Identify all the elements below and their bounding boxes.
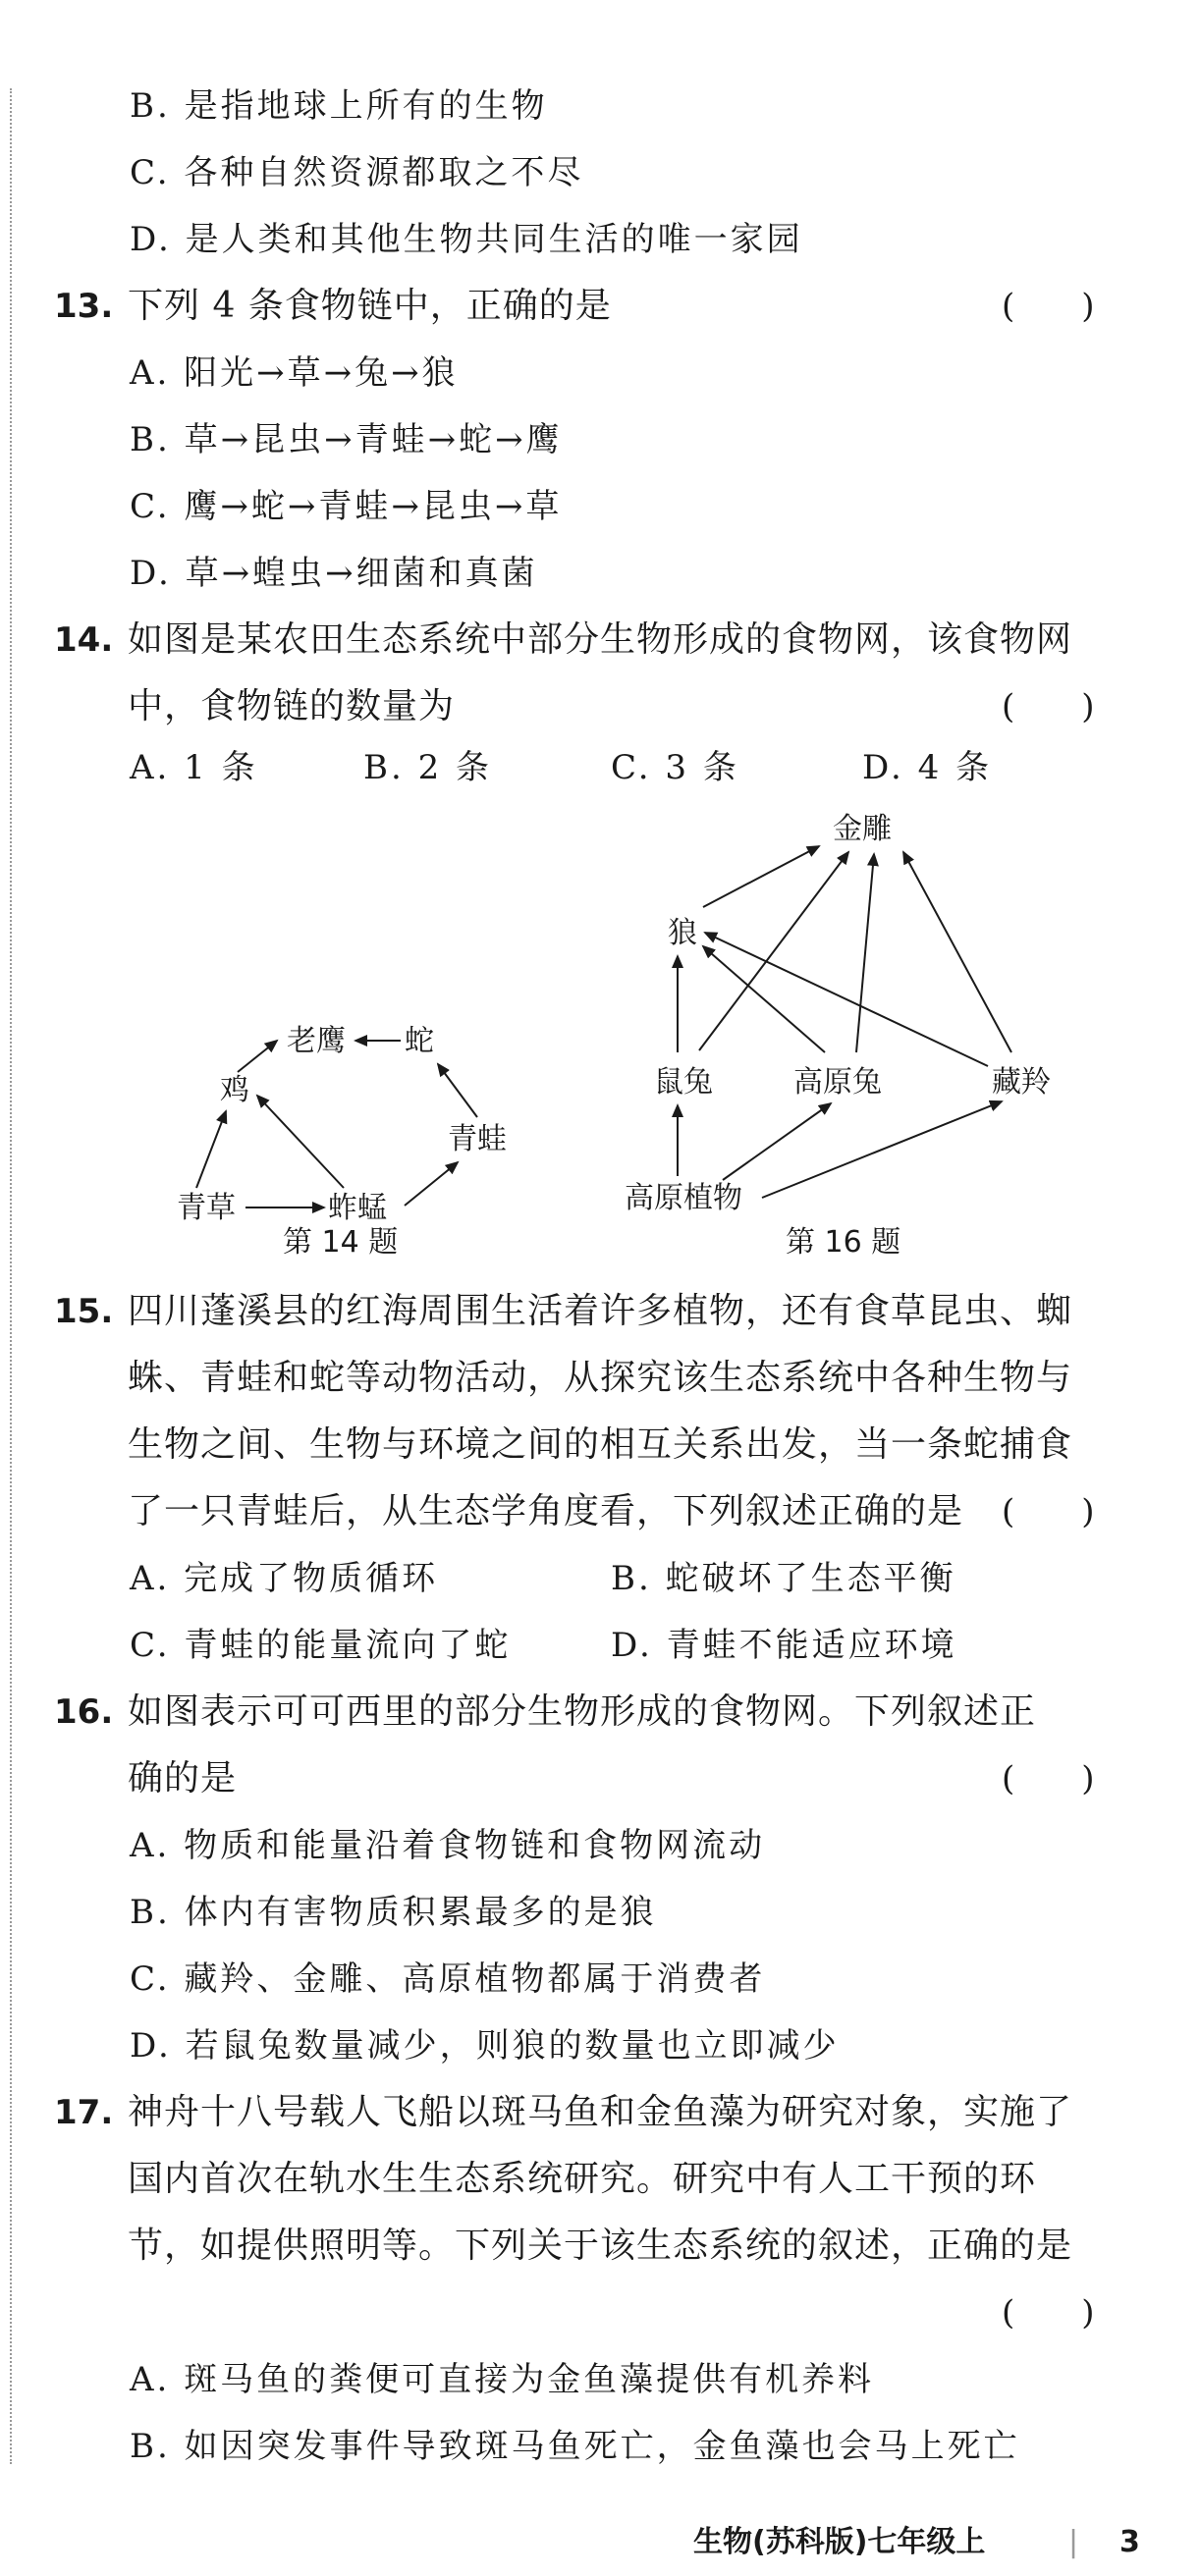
q15-text-line2: 蛛、青蛙和蛇等动物活动，从探究该生态系统中各种生物与 [128, 1358, 1073, 1398]
q15-number: 15. [54, 1292, 114, 1331]
fig16-node-golden-eagle: 金雕 [833, 812, 892, 846]
prev-option-b: B. 是指地球上所有的生物 [130, 86, 548, 126]
fig14-node-grasshopper: 蚱蜢 [328, 1191, 387, 1225]
fig16-arrow-pika-eagle [699, 852, 848, 1050]
fig16-arrow-hare-eagle [856, 854, 874, 1052]
q15-text-line1: 四川蓬溪县的红海周围生活着许多植物，还有食草昆虫、蜘 [128, 1291, 1073, 1331]
fig14-arrow-chicken-eagle [238, 1041, 277, 1072]
fig16-node-antelope: 藏羚 [992, 1065, 1051, 1100]
q14-option-a: A. 1 条 [130, 748, 258, 787]
q14-text-line1: 如图是某农田生态系统中部分生物形成的食物网，该食物网 [128, 619, 1073, 660]
q15-option-a: A. 完成了物质循环 [130, 1559, 439, 1598]
fig16-node-pika: 鼠兔 [654, 1065, 713, 1100]
q13-answer-blank: ( ) [1002, 287, 1095, 326]
q17-text-line2: 国内首次在轨水生生态系统研究。研究中有人工干预的环 [128, 2159, 1037, 2199]
fig16-arrow-plant-hare [723, 1103, 831, 1180]
fig14-node-eagle: 老鹰 [287, 1024, 346, 1058]
q17-option-a: A. 斑马鱼的粪便可直接为金鱼藻提供有机养料 [130, 2360, 875, 2399]
footer-book-title: 生物(苏科版)七年级上 [693, 2525, 986, 2559]
q16-option-b: B. 体内有害物质积累最多的是狼 [130, 1893, 657, 1932]
fig14-caption: 第 14 题 [283, 1225, 399, 1260]
fig16-food-web [625, 812, 1051, 1215]
q16-text-line1: 如图表示可可西里的部分生物形成的食物网。下列叙述正 [128, 1691, 1037, 1732]
q14-answer-blank: ( ) [1002, 687, 1095, 726]
fig14-node-snake: 蛇 [405, 1024, 434, 1058]
q15-answer-blank: ( ) [1002, 1492, 1095, 1531]
fig14-node-chicken: 鸡 [220, 1073, 249, 1107]
prev-option-c: C. 各种自然资源都取之不尽 [130, 153, 584, 192]
q13-option-a: A. 阳光→草→兔→狼 [130, 353, 459, 393]
footer-separator: | [1068, 2525, 1079, 2559]
q15-option-d: D. 青蛙不能适应环境 [611, 1626, 957, 1665]
q17-number: 17. [54, 2093, 114, 2132]
q13-option-d: D. 草→蝗虫→细菌和真菌 [130, 554, 538, 593]
fig14-arrow-frog-snake [438, 1064, 477, 1117]
figures-area [0, 785, 1200, 1296]
fig14-arrow-grasshopper-frog [405, 1162, 458, 1206]
q14-option-d: D. 4 条 [862, 748, 993, 787]
fig14-node-grass: 青草 [177, 1191, 236, 1225]
fig16-arrow-plant-antelope [762, 1101, 1002, 1198]
fig16-arrow-antelope-eagle [903, 852, 1011, 1052]
fig16-node-plant: 高原植物 [625, 1181, 742, 1215]
fig14-arrow-grasshopper-chicken [257, 1096, 344, 1188]
fig16-node-hare: 高原兔 [793, 1065, 882, 1100]
q14-number: 14. [54, 620, 114, 660]
q15-option-c: C. 青蛙的能量流向了蛇 [130, 1626, 512, 1665]
fig16-arrow-wolf-eagle [703, 846, 819, 907]
q15-text-line3: 生物之间、生物与环境之间的相互关系出发，当一条蛇捕食 [128, 1424, 1073, 1465]
q17-answer-blank: ( ) [1002, 2293, 1095, 2333]
fig16-node-wolf: 狼 [668, 916, 697, 950]
q16-option-a: A. 物质和能量沿着食物链和食物网流动 [130, 1826, 766, 1865]
q13-text: 下列 4 条食物链中，正确的是 [128, 286, 612, 326]
fig14-node-frog: 青蛙 [448, 1122, 507, 1156]
fig16-arrow-antelope-wolf [705, 933, 988, 1066]
fig16-arrow-hare-wolf [703, 946, 825, 1052]
q16-option-c: C. 藏羚、金雕、高原植物都属于消费者 [130, 1959, 766, 1999]
q17-option-b: B. 如因突发事件导致斑马鱼死亡，金鱼藻也会马上死亡 [130, 2427, 1020, 2466]
q16-number: 16. [54, 1692, 114, 1732]
q13-option-c: C. 鹰→蛇→青蛙→昆虫→草 [130, 487, 563, 526]
q14-text-line2: 中，食物链的数量为 [128, 686, 456, 726]
q16-text-line2: 确的是 [128, 1758, 238, 1798]
footer-page-number: 3 [1119, 2525, 1140, 2559]
q16-answer-blank: ( ) [1002, 1759, 1095, 1798]
q14-option-c: C. 3 条 [611, 748, 739, 787]
q14-option-b: B. 2 条 [363, 748, 493, 787]
q15-text-line4: 了一只青蛙后，从生态学角度看，下列叙述正确的是 [128, 1491, 964, 1531]
q17-text-line1: 神舟十八号载人飞船以斑马鱼和金鱼藻为研究对象，实施了 [128, 2092, 1073, 2132]
q13-number: 13. [54, 287, 114, 326]
q16-option-d: D. 若鼠兔数量减少，则狼的数量也立即减少 [130, 2026, 840, 2066]
fig14-arrow-grass-chicken [196, 1111, 226, 1188]
prev-option-d: D. 是人类和其他生物共同生活的唯一家园 [130, 220, 803, 259]
q17-text-line3: 节，如提供照明等。下列关于该生态系统的叙述，正确的是 [128, 2226, 1073, 2266]
q13-option-b: B. 草→昆虫→青蛙→蛇→鹰 [130, 420, 563, 459]
q15-option-b: B. 蛇破坏了生态平衡 [611, 1559, 956, 1598]
fig14-food-web [177, 1024, 507, 1225]
fig16-caption: 第 16 题 [786, 1225, 901, 1260]
